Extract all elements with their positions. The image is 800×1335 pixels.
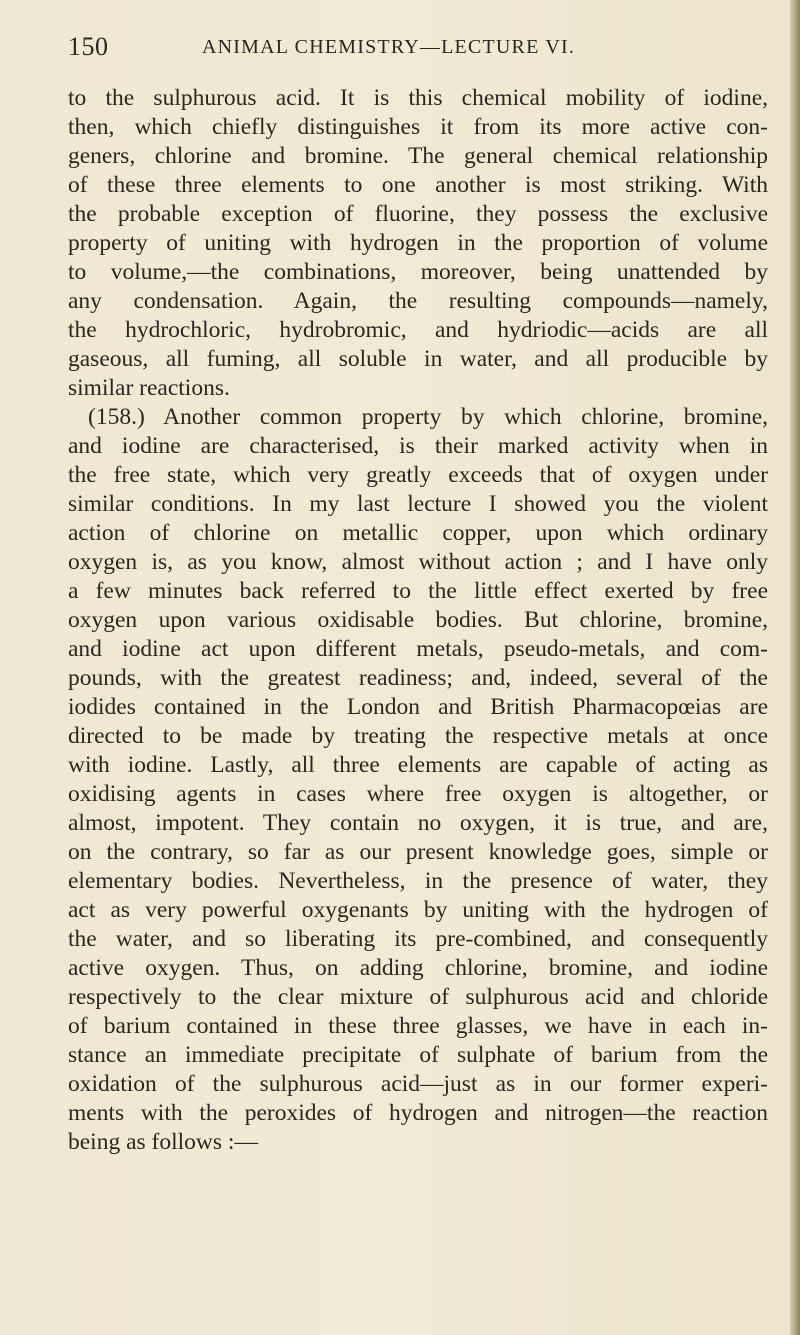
text-line: a few minutes back referred to the little effect exerted by free <box>68 578 768 604</box>
page-edge <box>790 0 800 1335</box>
body-text <box>68 84 768 1157</box>
text-line: and iodine act upon different metals, pseudo-metals, and com- <box>68 636 768 662</box>
text-line: the water, and so liberating its pre-combined, and consequently <box>68 926 768 952</box>
text-line: iodides contained in the London and British Pharmacopœias are <box>68 694 768 720</box>
text-line: stance an immediate precipitate of sulphate of barium from the <box>68 1042 768 1068</box>
text-line: oxidation of the sulphurous acid—just as in our former experi- <box>68 1071 768 1097</box>
text-line: any condensation. Again, the resulting compounds—namely, <box>68 288 768 314</box>
text-line: pounds, with the greatest readiness; and, indeed, several of the <box>68 665 768 691</box>
text-line: act as very powerful oxygenants by uniting with the hydrogen of <box>68 897 768 923</box>
text-line: action of chlorine on metallic copper, upon which ordinary <box>68 520 768 546</box>
text-line: to the sulphurous acid. It is this chemical mobility of iodine, <box>68 85 768 111</box>
text-line: on the contrary, so far as our present knowledge goes, simple or <box>68 839 768 865</box>
text-line: oxygen is, as you know, almost without action ; and I have only <box>68 549 768 575</box>
text-line: property of uniting with hydrogen in the proportion of volume <box>68 230 768 256</box>
text-line: respectively to the clear mixture of sulphurous acid and chloride <box>68 984 768 1010</box>
text-line: the free state, which very greatly exceeds that of oxygen under <box>68 462 768 488</box>
paragraph-end-line: similar reactions. <box>68 375 230 401</box>
text-line: of these three elements to one another is most striking. With <box>68 172 768 198</box>
text-line: to volume,—the combinations, moreover, being unattended by <box>68 259 768 285</box>
text-line: and iodine are characterised, is their marked activity when in <box>68 433 768 459</box>
text-line: the hydrochloric, hydrobromic, and hydriodic—acids are all <box>68 317 768 343</box>
text-line: similar conditions. In my last lecture I showed you the violent <box>68 491 768 517</box>
text-line: with iodine. Lastly, all three elements are capable of acting as <box>68 752 768 778</box>
text-line: almost, impotent. They contain no oxygen, it is true, and are, <box>68 810 768 836</box>
paragraph-end-line: being as follows :— <box>68 1129 258 1155</box>
text-line: oxidising agents in cases where free oxygen is altogether, or <box>68 781 768 807</box>
text-line: then, which chiefly distinguishes it from its more active con- <box>68 114 768 140</box>
running-title: ANIMAL CHEMISTRY—LECTURE VI. <box>202 36 576 58</box>
text-line: the probable exception of fluorine, they possess the exclusive <box>68 201 768 227</box>
page-header <box>68 32 748 62</box>
text-line: elementary bodies. Nevertheless, in the presence of water, they <box>68 868 768 894</box>
text-line: directed to be made by treating the respective metals at once <box>68 723 768 749</box>
text-line: gaseous, all fuming, all soluble in water, and all producible by <box>68 346 768 372</box>
text-line: oxygen upon various oxidisable bodies. But chlorine, bromine, <box>68 607 768 633</box>
page-number: 150 <box>68 32 109 61</box>
text-line: geners, chlorine and bromine. The general chemical relationship <box>68 143 768 169</box>
paragraph-start-line: (158.) Another common property by which chlorine, bromine, <box>88 404 768 430</box>
text-line: active oxygen. Thus, on adding chlorine, bromine, and iodine <box>68 955 768 981</box>
text-line: ments with the peroxides of hydrogen and nitrogen—the reaction <box>68 1100 768 1126</box>
text-line: of barium contained in these three glasses, we have in each in- <box>68 1013 768 1039</box>
